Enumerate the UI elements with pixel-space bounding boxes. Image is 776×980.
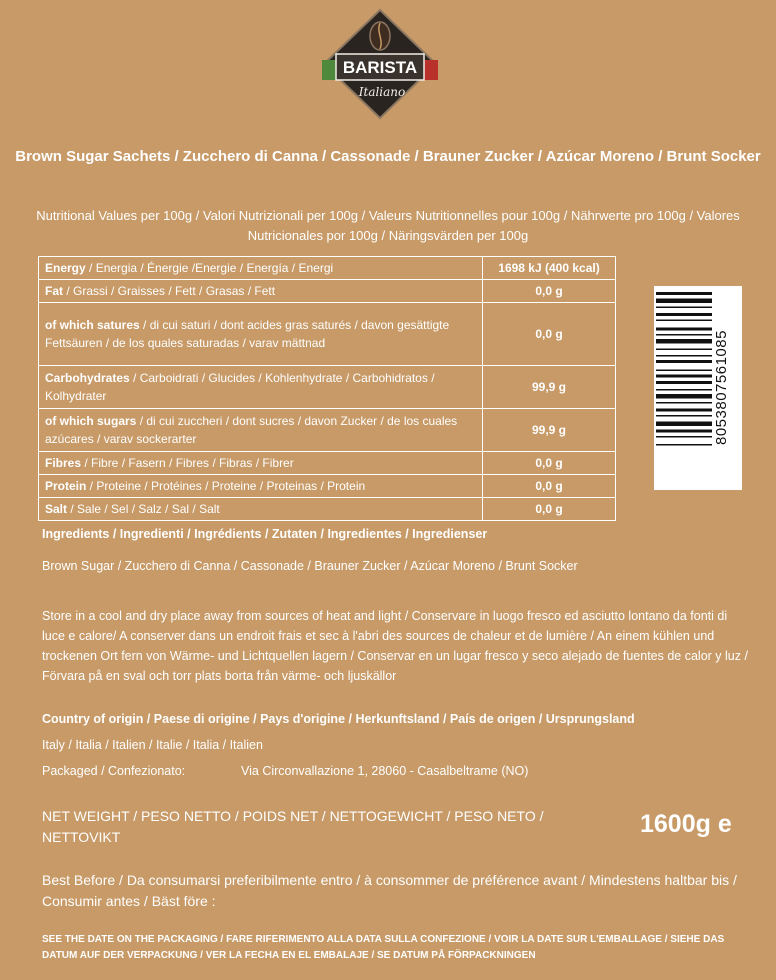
barcode-bar <box>656 360 712 363</box>
barcode-bar <box>656 415 712 417</box>
barcode-bar <box>656 339 712 344</box>
barcode-bar <box>656 444 712 446</box>
table-row: Salt / Sale / Sel / Salz / Sal / Salt 0,0 g <box>39 498 616 521</box>
barcode-bar <box>656 307 712 309</box>
nutrition-value: 1698 kJ (400 kcal) <box>483 257 616 280</box>
barcode-bar <box>656 381 712 384</box>
product-title: Brown Sugar Sachets / Zucchero di Canna / Cassonade / Brauner Zucker / Azúcar Moreno / Brunt Socker <box>15 148 761 165</box>
barcode-bar <box>656 355 712 357</box>
table-row: Energy / Energia / Énergie /Energie / Energía / Energi 1698 kJ (400 kcal) <box>39 257 616 280</box>
barcode-bar <box>656 370 712 372</box>
barcode-bar <box>656 402 712 404</box>
barcode-bar <box>656 349 712 351</box>
barcode-bar <box>656 430 712 433</box>
barcode-bar <box>656 292 712 295</box>
net-weight-value: 1600g e <box>640 810 732 838</box>
storage-text: Store in a cool and dry place away from sources of heat and light / Conservare in luogo fresco ed asciutto lontano da fonti di luce e calore/ A conserver dans un endroit frais et sec à l'abri des sources de chaleur et de lumière / An einem kühlen und trockenen Ort fern von Wärme- und Lichtquellen lagern / Conservar en un lugar fresco y seco alejado de fuentes de calor y luz / Förvara på en sval och torr plats borta från värme- och ljuskällor <box>42 609 748 683</box>
table-row: Fat / Grassi / Graisses / Fett / Grasas / Fett 0,0 g <box>39 280 616 303</box>
ingredients-text: Brown Sugar / Zucchero di Canna / Cassonade / Brauner Zucker / Azúcar Moreno / Brunt Socker <box>42 559 578 573</box>
barcode-number: 8053807561085 <box>713 330 730 446</box>
svg-text:Italiano: Italiano <box>358 85 406 99</box>
barcode-bar <box>656 313 712 316</box>
net-weight-label: NET WEIGHT / PESO NETTO / POIDS NET / NETTOGEWICHT / PESO NETO / NETTOVIKT <box>42 808 544 845</box>
barcode-bar <box>656 389 712 391</box>
nutrition-value: 0,0 g <box>483 303 616 366</box>
nutrition-value: 0,0 g <box>483 475 616 498</box>
barcode-bar <box>656 320 712 322</box>
table-row: Fibres / Fibre / Fasern / Fibres / Fibras / Fibrer 0,0 g <box>39 452 616 475</box>
barcode-bar <box>656 409 712 412</box>
barcode-bar <box>656 299 712 304</box>
nutrition-table <box>38 256 616 521</box>
barcode-bar <box>656 375 712 378</box>
table-row: of which sugars / di cui zuccheri / dont sucres / davon Zucker / de los cuales azúcares / varav sockerarter 99,9 g <box>39 409 616 452</box>
barista-italiano-logo <box>318 8 442 120</box>
packaged-address: Via Circonvallazione 1, 28060 - Casalbeltrame (NO) <box>241 764 529 778</box>
nutrition-value: 0,0 g <box>483 498 616 521</box>
origin-heading: Country of origin / Paese di origine / Pays d'origine / Herkunftsland / País de origen / Ursprungsland <box>42 712 635 726</box>
packaged-label: Packaged / Confezionato: <box>42 764 186 778</box>
barcode-bar <box>656 422 712 427</box>
best-before: Best Before / Da consumarsi preferibilmente entro / à consommer de préférence avant / Mindestens haltbar bis / Consumir antes / Bäst före : <box>42 872 737 909</box>
see-date-note: SEE THE DATE ON THE PACKAGING / FARE RIFERIMENTO ALLA DATA SULLA CONFEZIONE / VOIR LA DATE SUR L'EMBALLAGE / SIEHE DAS DATUM AUF DER VERPACKUNG / VER LA FECHA EN EL EMBALAJE / SE DATUM PÅ FÖRPACKNINGEN <box>42 934 725 961</box>
ingredients-heading: Ingredients / Ingredienti / Ingrédients / Zutaten / Ingredientes / Ingredienser <box>42 527 488 541</box>
nutrition-value: 99,9 g <box>483 409 616 452</box>
barcode-bar <box>656 394 712 399</box>
nutrition-value: 0,0 g <box>483 280 616 303</box>
nutrition-value: 99,9 g <box>483 366 616 409</box>
barcode-bar <box>656 328 712 331</box>
nutrition-subtitle: Nutritional Values per 100g / Valori Nutrizionali per 100g / Valeurs Nutritionnelles pour 100g / Nährwerte pro 100g / Valores Nutricionales por 100g / Näringsvärden per 100g <box>36 208 740 243</box>
nutrition-value: 0,0 g <box>483 452 616 475</box>
barcode-bar <box>656 436 712 438</box>
table-row: Carbohydrates / Carboidrati / Glucides / Kohlenhydrate / Carbohidratos / Kolhydrater 99,9 g <box>39 366 616 409</box>
table-row: Protein / Proteine / Protéines / Proteine / Proteinas / Protein 0,0 g <box>39 475 616 498</box>
table-row: of which satures / di cui saturi / dont acides gras saturés / davon gesättigte Fettsäuren / de los quales saturadas / varav mättnad 0,0 g <box>39 303 616 366</box>
origin-text: Italy / Italia / Italien / Italie / Italia / Italien <box>42 738 263 752</box>
barcode-bar <box>656 334 712 336</box>
svg-text:BARISTA: BARISTA <box>342 58 418 77</box>
